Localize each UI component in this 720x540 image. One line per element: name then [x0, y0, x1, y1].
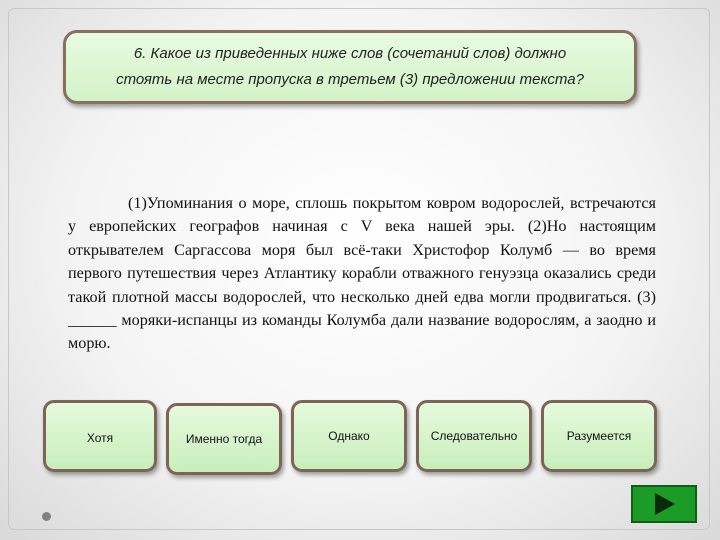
passage-text: (1)Упоминания о море, сплошь покрытом ковром водорослей, встречаются у европейских географов начиная с V века нашей эры. (2)Но настоящим открывателем Саргассова моря был всё-таки Христофор Колумб — во время первого путешествия через Атлантику корабли отважного генуэзца оказались среди такой плотной массы водорослей, что несколько дней едва могли продвигаться. (3) ______ моряки-испанцы из команды Колумба дали название водорослям, а заодно и морю.	[68, 194, 656, 353]
answer-label: Разумеется	[566, 429, 632, 443]
question-box	[63, 30, 637, 104]
answer-label: Следовательно	[430, 429, 518, 443]
play-triangle-icon	[651, 491, 677, 517]
next-slide-button[interactable]	[631, 485, 697, 523]
answer-label: Хотя	[86, 431, 114, 445]
question-line-1: 6. Какое из приведенных ниже слов (сочетаний слов) должно	[133, 45, 567, 62]
answer-button-1[interactable]	[43, 400, 157, 472]
bullet-dot	[42, 512, 51, 521]
answer-button-3[interactable]	[291, 400, 407, 472]
answer-button-5[interactable]	[541, 400, 657, 472]
answer-label: Однако	[328, 429, 370, 443]
answer-button-4[interactable]	[416, 400, 532, 472]
question-line-2: стоять на месте пропуска в третьем (3) предложении текста?	[116, 71, 584, 88]
answer-button-2[interactable]	[166, 403, 282, 475]
answer-label: Именно тогда	[185, 432, 263, 446]
